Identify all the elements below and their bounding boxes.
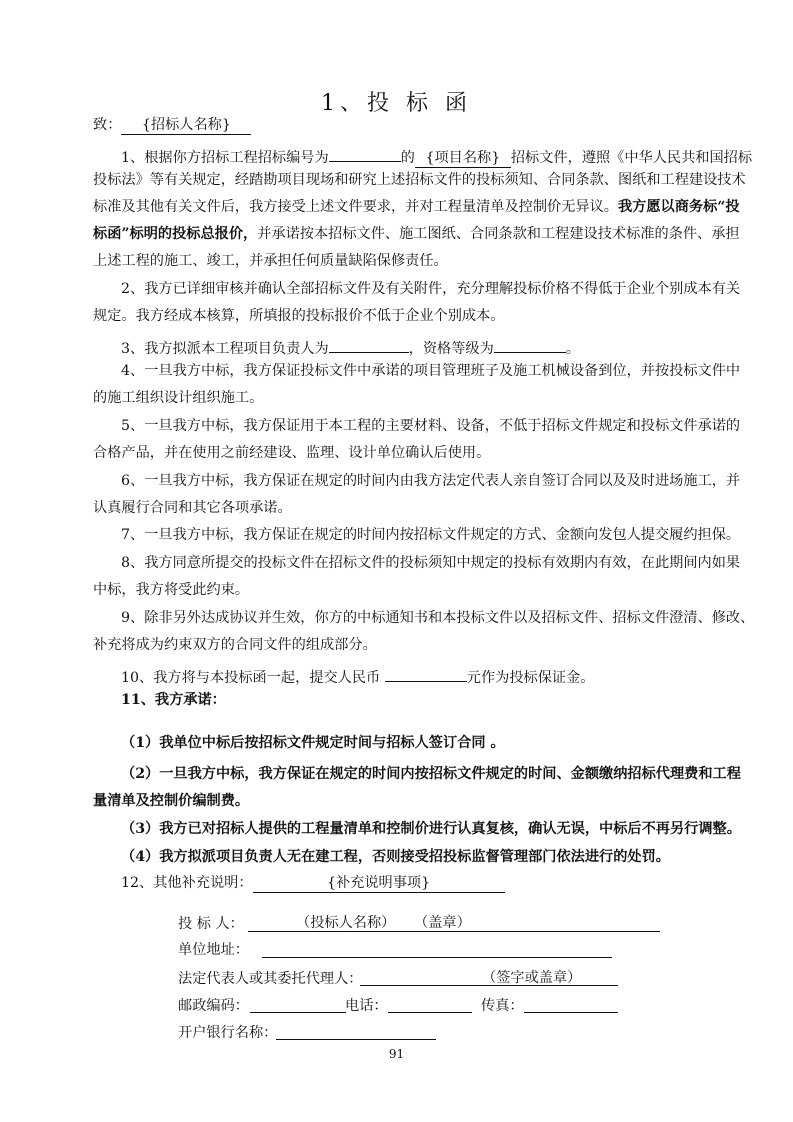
postcode-label: 邮政编码：	[178, 998, 249, 1014]
para-1-text-a: 1、根据你方招标工程招标编号为	[121, 150, 329, 166]
para-10-text-a: 10、我方将与本投标函一起，提交人民币	[121, 670, 381, 686]
para-8-line-2: 中标，我方将受此约束。	[93, 582, 250, 598]
addressee-label: 致：	[93, 117, 122, 133]
postcode-field[interactable]	[250, 1012, 346, 1013]
commitment-1: （1）我单位中标后按招标文件规定时间与招标人签订合同 。	[121, 735, 505, 751]
para-12-line	[121, 873, 743, 893]
para-3-text-c: 。	[565, 341, 580, 357]
para-1-text-c: 招标文件，遵照《中华人民共和国招标	[510, 150, 753, 166]
para-3-text-b: ，资格等级为	[408, 341, 494, 357]
para-1-line-5: 上述工程的施工、竣工，并承担任何质量缺陷保修责任。	[93, 253, 448, 269]
commitments-heading: 11、我方承诺：	[121, 692, 226, 708]
para-1-line-1	[121, 143, 753, 168]
supplement-label: 12、其他补充说明：	[121, 875, 253, 891]
para-7-line: 7、一旦我方中标，我方保证在规定的时间内按招标文件规定的方式、金额向发包人提交履约担保。	[121, 527, 741, 543]
para-1-line-2: 投标法》等有关规定，经踏勘项目现场和研究上述招标文件的投标须知、合同条款、图纸和工程建设技术	[93, 172, 746, 188]
para-5-line-2: 合格产品，并在使用之前经建设、监理、设计单位确认后使用。	[93, 445, 491, 461]
para-10-line	[121, 663, 743, 688]
document-title: 1、投 标 函	[321, 91, 472, 116]
para-1-bold-4a: 标函”标明的投标总报价，	[93, 226, 258, 242]
page-number: 91	[388, 1047, 405, 1061]
commitment-4: （4）我方拟派项目负责人无在建工程，否则接受招投标监督管理部门依法进行的处罚。	[121, 849, 670, 865]
tender-number-field[interactable]	[329, 143, 401, 162]
bidder-label: 投 标 人：	[178, 916, 244, 932]
bank-label: 开户银行名称：	[178, 1025, 278, 1041]
address-field[interactable]	[262, 957, 612, 958]
para-1-line-4	[93, 224, 743, 244]
commitment-2-line-1: （2）一旦我方中标，我方保证在规定的时间内按招标文件规定的时间、金额缴纳招标代理费和工程	[121, 766, 741, 782]
para-4-line-1: 4、一旦我方中标，我方保证投标文件中承诺的项目管理班子及施工机械设备到位，并按投标文件中	[121, 363, 741, 379]
para-1-bold-3b: 我方愿以商务标“投	[617, 199, 740, 215]
para-6-line-1: 6、一旦我方中标，我方保证在规定的时间内由我方法定代表人亲自签订合同以及及时进场施工，并	[121, 473, 741, 489]
commitment-2-line-2: 量清单及控制价编制费。	[93, 793, 250, 809]
phone-label: 电话：	[345, 998, 388, 1014]
para-1-text-b: 的	[400, 150, 415, 166]
fax-field[interactable]	[524, 1012, 618, 1013]
supplement-field[interactable]: {补充说明事项}	[253, 874, 505, 893]
para-10-text-b: 元作为投标保证金。	[466, 670, 595, 686]
para-4-line-2: 的施工组织设计组织施工。	[93, 390, 264, 406]
para-3-text-a: 3、我方拟派本工程项目负责人为	[121, 341, 329, 357]
para-2-line-2: 规定。我方经成本核算，所填报的投标报价不低于企业个别成本。	[93, 308, 505, 324]
addressee-field[interactable]: {招标人名称}	[121, 116, 251, 135]
para-2-line-1: 2、我方已详细审核并确认全部招标文件及有关附件，充分理解投标价格不得低于企业个别成本有关	[121, 281, 741, 297]
para-8-line-1: 8、我方同意所提交的投标文件在招标文件的投标须知中规定的投标有效期内有效，在此期间内如果	[121, 555, 741, 571]
addressee-line	[93, 115, 743, 135]
address-label: 单位地址：	[178, 942, 249, 958]
seal-hint: （盖章）	[414, 915, 471, 931]
legal-rep-label: 法定代表人或其委托代理人：	[178, 971, 363, 987]
para-3-line	[121, 334, 743, 359]
bidder-name-hint: （投标人名称）	[296, 915, 396, 931]
signature-hint: （签字或盖章）	[482, 970, 582, 986]
commitment-3: （3）我方已对招标人提供的工程量清单和控制价进行认真复核，确认无误，中标后不再另行调整。	[121, 821, 741, 837]
para-9-line-2: 补充将成为约束双方的合同文件的组成部分。	[93, 637, 377, 653]
para-1-text-3a: 标准及其他有关文件后，我方接受上述文件要求，并对工程量清单及控制价无异议。	[93, 199, 618, 215]
para-9-line-1: 9、除非另外达成协议并生效，你方的中标通知书和本投标文件以及招标文件、招标文件澄清、修改、	[121, 610, 755, 626]
qualification-level-field[interactable]	[494, 334, 566, 353]
para-1-line-3	[93, 197, 743, 217]
bid-bond-amount-field[interactable]	[385, 663, 467, 682]
fax-label: 传真：	[481, 998, 524, 1014]
para-1-text-4b: 并承诺按本招标文件、施工图纸、合同条款和工程建设技术标准的条件、承担	[257, 226, 740, 242]
phone-field[interactable]	[388, 1012, 472, 1013]
bank-field[interactable]	[276, 1039, 436, 1040]
para-6-line-2: 认真履行合同和其它各项承诺。	[93, 500, 292, 516]
para-5-line-1: 5、一旦我方中标，我方保证用于本工程的主要材料、设备，不低于招标文件规定和投标文件承诺的	[121, 418, 741, 434]
project-manager-field[interactable]	[329, 334, 409, 353]
project-name-field[interactable]: {项目名称}	[415, 149, 511, 168]
